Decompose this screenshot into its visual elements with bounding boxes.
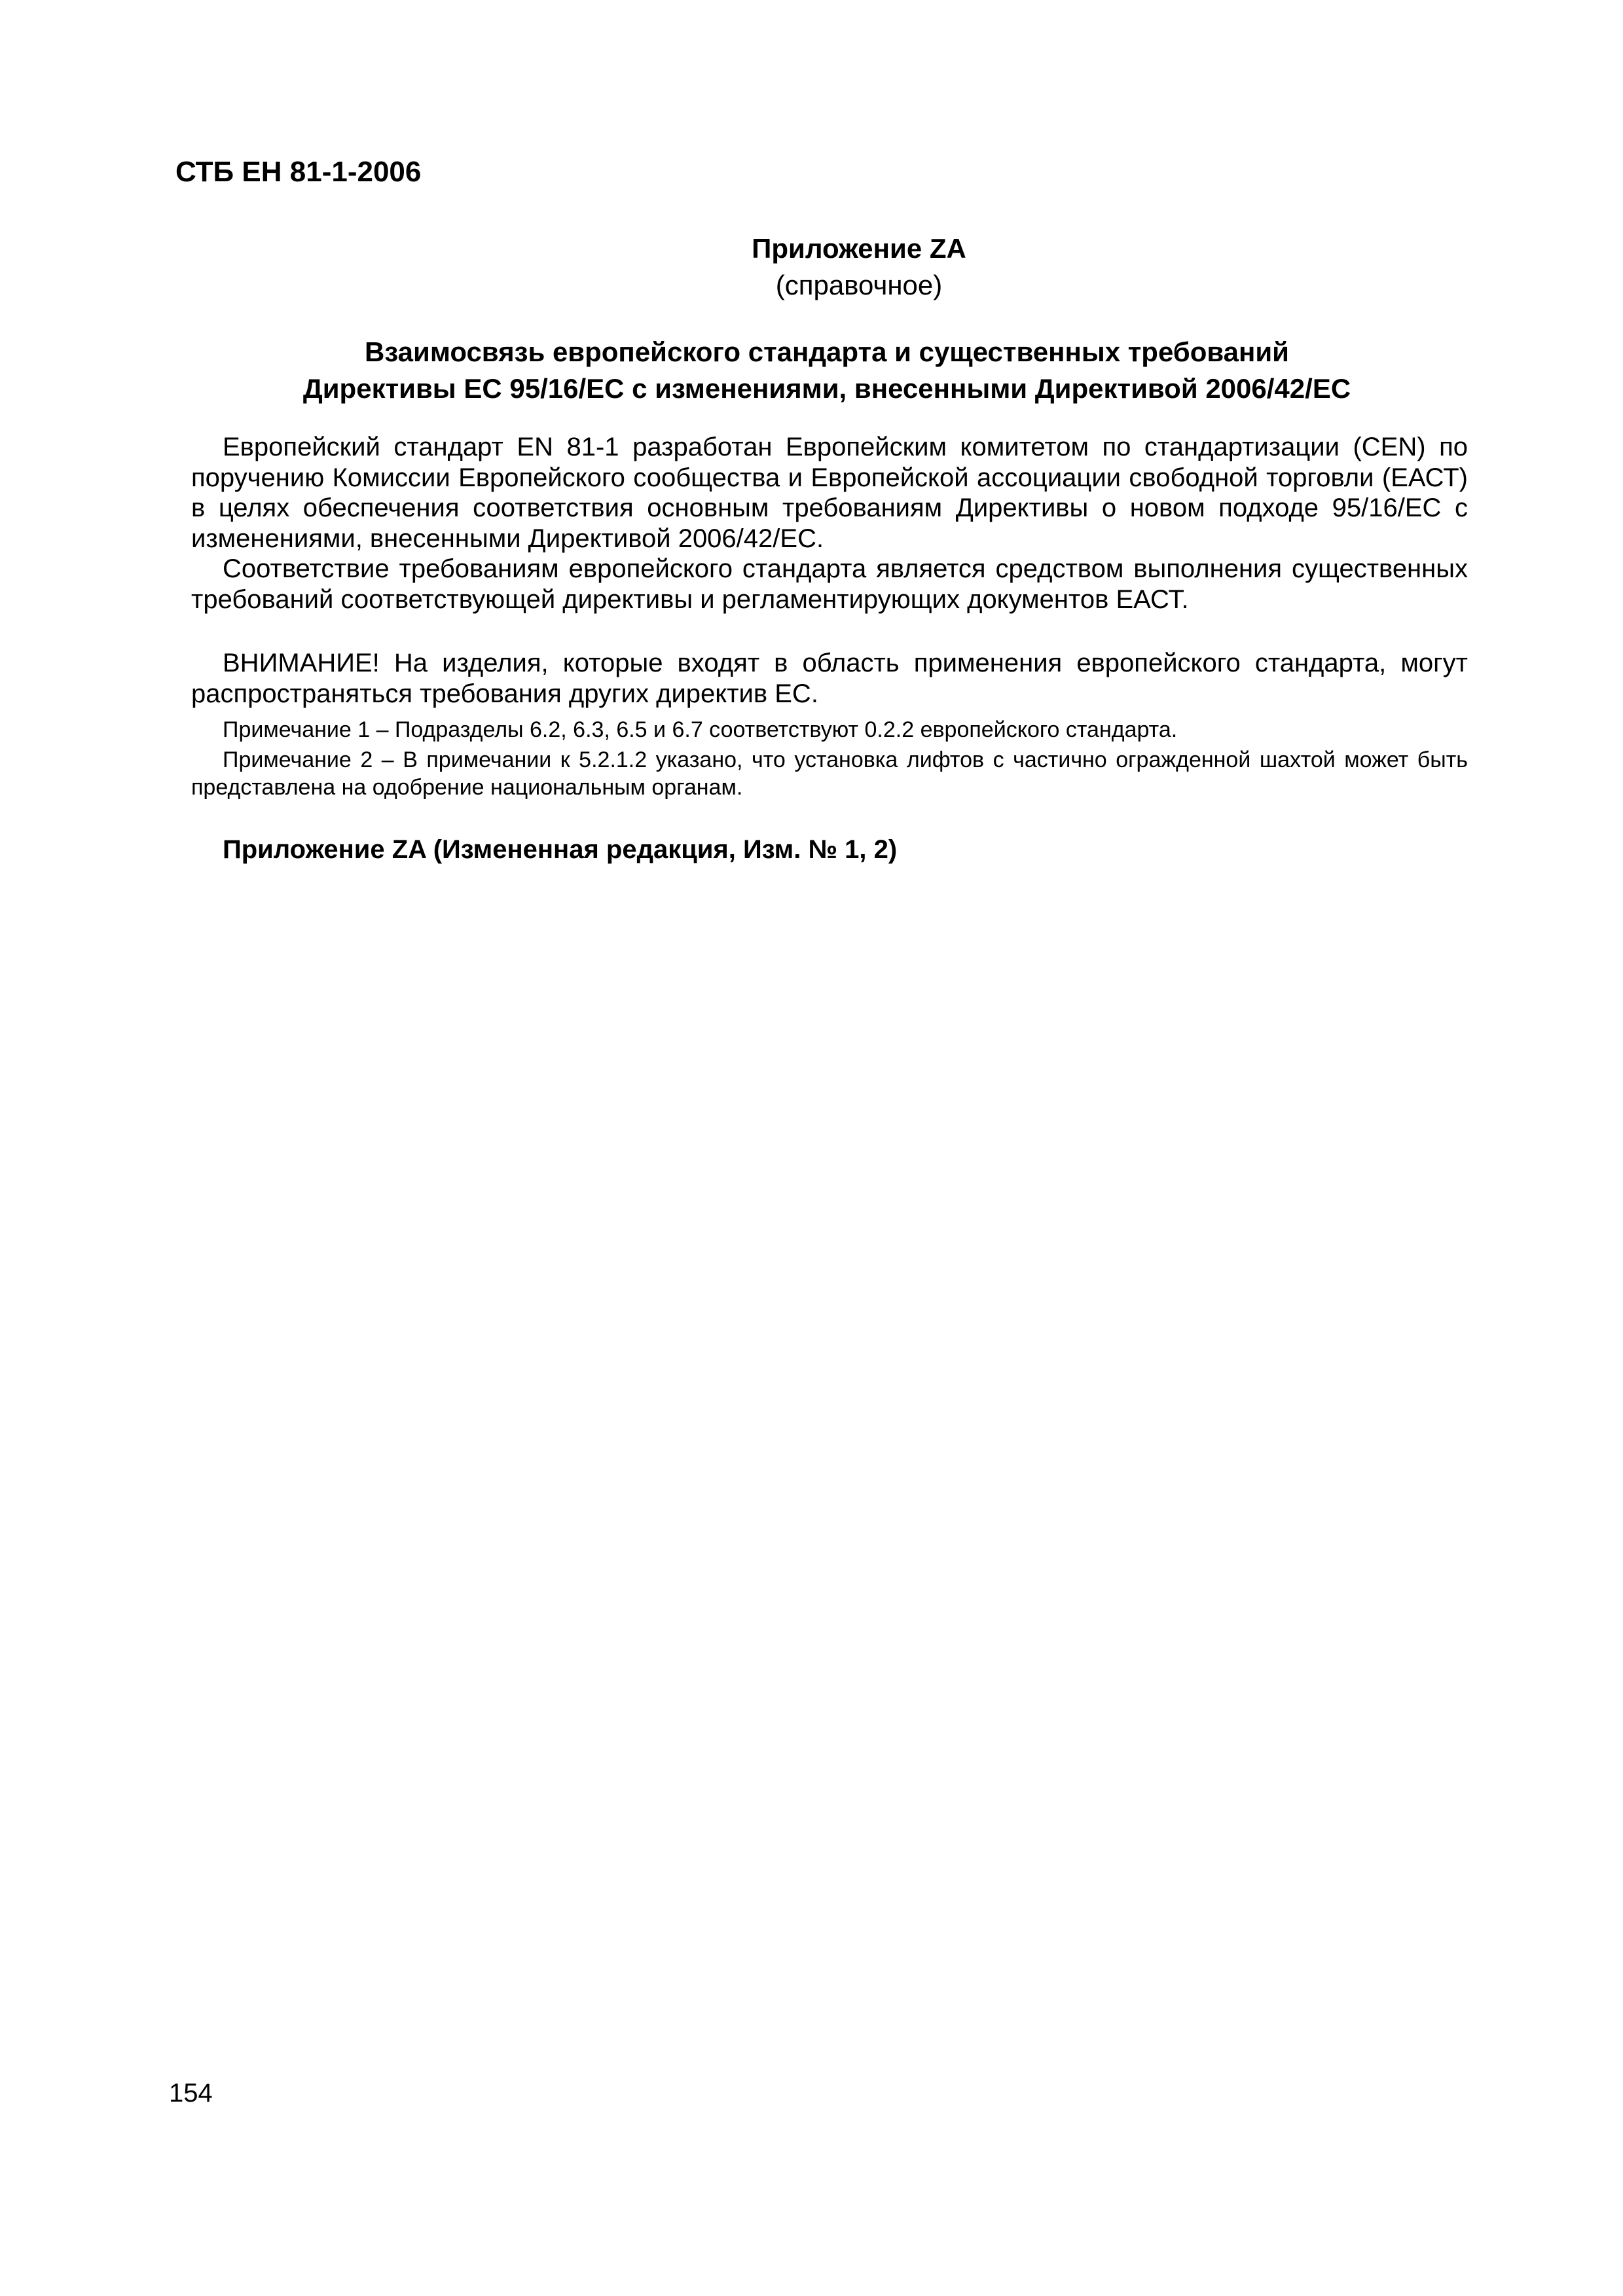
relation-title [175, 334, 1478, 407]
page-number: 154 [169, 2079, 213, 2108]
annex-heading [733, 230, 985, 304]
relation-title-line-2: Директивы ЕС 95/16/ЕС с изменениями, внесенными Директивой 2006/42/ЕС [302, 373, 1351, 404]
paragraph-warning: ВНИМАНИЕ! На изделия, которые входят в область применения европейского стандарта, могут распространяться требования других директив ЕС. [191, 649, 1468, 708]
amendment-note: Приложение ZA (Измененная редакция, Изм. № 1, 2) [223, 835, 898, 864]
note-2: Примечание 2 – В примечании к 5.2.1.2 указано, что установка лифтов с частично огражденной шахтой может быть представлена на одобрение национальным органам. [191, 747, 1468, 800]
annex-title: Приложение ZA [752, 233, 966, 264]
note-1: Примечание 1 – Подразделы 6.2, 6.3, 6.5 и 6.7 соответствуют 0.2.2 европейского стандарта. [223, 717, 1178, 742]
relation-title-line-1: Взаимосвязь европейского стандарта и существенных требований [365, 336, 1289, 367]
annex-subtitle: (справочное) [775, 270, 943, 300]
paragraph-standard-origin: Европейский стандарт EN 81-1 разработан Европейским комитетом по стандартизации (CEN) по поручению Комиссии Европейского сообщества и Европейской ассоциации свободной торговли (ЕАСТ) в целях обеспечения соответствия основным требованиям Директивы о новом подходе 95/16/ЕС с изменениями, внесенными Директивой 2006/42/ЕС. [191, 433, 1468, 553]
paragraph-conformity: Соответствие требованиям европейского стандарта является средством выполнения существенных требований соответствующей директивы и регламентирующих документов ЕАСТ. [191, 554, 1468, 614]
document-code: СТБ ЕН 81-1-2006 [175, 156, 422, 188]
